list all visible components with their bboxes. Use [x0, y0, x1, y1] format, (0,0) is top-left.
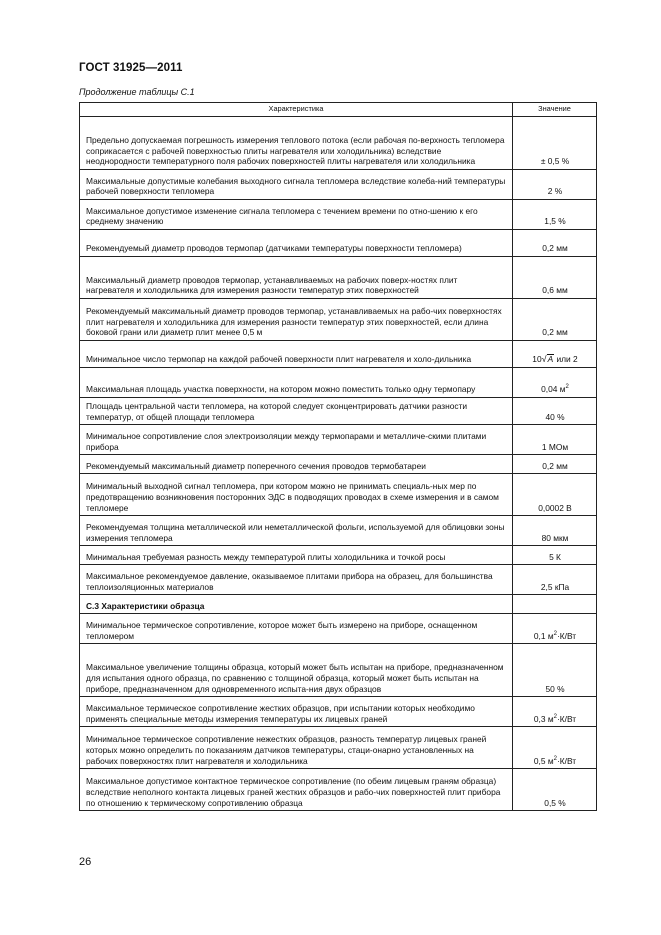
table-row [80, 200, 597, 230]
value-unit: или 2 [554, 354, 578, 365]
value-number: 0,3 м [533, 713, 554, 724]
table-row [80, 546, 597, 565]
value-exponent: 2 [553, 713, 557, 720]
characteristics-table [79, 102, 597, 811]
characteristic-cell: Минимальное сопротивление слоя электроизоляции между термопарами и металличе-скими плитами прибора [80, 425, 513, 455]
table-row [80, 727, 597, 769]
value-cell: 0,2 мм [513, 455, 597, 474]
characteristic-cell: Максимальная площадь участка поверхности, на котором можно поместить только одну термопару [80, 368, 513, 398]
value-cell: 80 мкм [513, 516, 597, 546]
value-number: 10 [532, 354, 542, 365]
value-cell: 1 МОм [513, 425, 597, 455]
characteristic-cell: Максимальное увеличение толщины образца, который может быть испытан на приборе, предназначенном для испытания одного образца, по сравнению с толщиной образца, который может быть испытан на приборе, предназначенном для одновременного испыта-ния двух образцов [80, 644, 513, 697]
value-cell [513, 697, 597, 727]
section-row [80, 595, 597, 614]
value-cell: 1,5 % [513, 200, 597, 230]
characteristic-cell: Максимальные допустимые колебания выходного сигнала тепломера вследствие колеба-ний температуры рабочей поверхности тепломера [80, 170, 513, 200]
value-cell: 5 К [513, 546, 597, 565]
characteristic-cell: Минимальное термическое сопротивление нежестких образцов, разность температур лицевых граней которых можно определить по показаниям датчиков температуры, стаци-онарно установленных на рабочих поверхностях плит нагревателя и холодильника [80, 727, 513, 769]
value-unit: ·К/Вт [556, 630, 577, 641]
value-radicand: A [547, 354, 554, 365]
section-title: С.3 Характеристики образца [80, 595, 513, 614]
table-row [80, 474, 597, 516]
characteristic-cell: Максимальный диаметр проводов термопар, устанавливаемых на рабочих поверх-ностях плит нагревателя и холодильника для измерения разности температур этих поверхностей [80, 257, 513, 299]
value-cell: 0,2 мм [513, 230, 597, 257]
header-value: Значение [513, 103, 597, 117]
value-cell [513, 727, 597, 769]
table-row [80, 644, 597, 697]
characteristic-cell: Минимальное число термопар на каждой рабочей поверхности плит нагревателя и холо-дильника [80, 341, 513, 368]
value-exponent: 2 [565, 384, 569, 391]
table-row [80, 170, 597, 200]
table-row [80, 455, 597, 474]
characteristic-cell: Минимальная требуемая разность между температурой плиты холодильника и точкой росы [80, 546, 513, 565]
value-cell: 0,0002 В [513, 474, 597, 516]
table-body [80, 117, 597, 811]
characteristic-cell: Рекомендуемый максимальный диаметр поперечного сечения проводов термобатареи [80, 455, 513, 474]
value-exponent: 2 [553, 755, 557, 762]
table-row [80, 341, 597, 368]
table-row [80, 565, 597, 595]
document-code: ГОСТ 31925—2011 [79, 62, 183, 74]
value-number: 0,04 м [541, 384, 566, 395]
value-cell: ± 0,5 % [513, 117, 597, 170]
value-cell: 40 % [513, 398, 597, 425]
table-row [80, 117, 597, 170]
section-value-cell [513, 595, 597, 614]
table-row [80, 516, 597, 546]
characteristic-cell: Рекомендуемый максимальный диаметр проводов термопар, устанавливаемых на рабо-чих поверхностях плит нагревателя и холодильника для измерения разности температур этих поверхностей, если длина боковой грани или диаметр плит менее 0,5 м [80, 299, 513, 341]
value-unit: ·К/Вт [556, 755, 577, 766]
table-row [80, 697, 597, 727]
table-row [80, 299, 597, 341]
value-cell [513, 341, 597, 368]
characteristic-cell: Минимальный выходной сигнал тепломера, при котором можно не принимать специаль-ных мер по предотвращению возникновения посторонних ЭДС в подводящих проводах в схеме измерения и в самом тепломере [80, 474, 513, 516]
characteristic-cell: Минимальное термическое сопротивление, которое может быть измерено на приборе, оснащенном тепломером [80, 614, 513, 644]
table-row [80, 769, 597, 811]
value-number: 0,5 м [533, 755, 554, 766]
value-cell [513, 368, 597, 398]
page-number: 26 [79, 856, 92, 868]
table-row [80, 614, 597, 644]
value-cell: 0,6 мм [513, 257, 597, 299]
table-row [80, 398, 597, 425]
characteristic-cell: Рекомендуемый диаметр проводов термопар (датчиками температуры поверхности тепломера) [80, 230, 513, 257]
value-unit: ·К/Вт [556, 713, 577, 724]
table-row [80, 257, 597, 299]
value-cell: 0,5 % [513, 769, 597, 811]
characteristic-cell: Максимальное рекомендуемое давление, оказываемое плитами прибора на образец, для большинства теплоизоляционных материалов [80, 565, 513, 595]
characteristic-cell: Максимальное допустимое контактное термическое сопротивление (по обеим лицевым граням образца) вследствие неполного контакта лицевых граней жестких образцов и рабо-чих поверхностей плит прибора по отношению к термическому сопротивлению образца [80, 769, 513, 811]
value-cell: 50 % [513, 644, 597, 697]
value-number: 0,1 м [533, 630, 554, 641]
table-caption: Продолжение таблицы С.1 [79, 87, 195, 97]
value-cell: 2 % [513, 170, 597, 200]
table-header-row [80, 103, 597, 117]
table-row [80, 230, 597, 257]
value-cell: 2,5 кПа [513, 565, 597, 595]
value-cell [513, 614, 597, 644]
table-row [80, 425, 597, 455]
table-row [80, 368, 597, 398]
characteristic-cell: Рекомендуемая толщина металлической или неметаллической фольги, используемой для облицовки зоны измерения тепломера [80, 516, 513, 546]
characteristic-cell: Предельно допускаемая погрешность измерения теплового потока (если рабочая по-верхность тепломера соприкасается с рабочей поверхностью плиты нагревателя или холодильника) вследствие неоднородности температурного поля рабочих поверхностей плиты нагревателя или холодильника [80, 117, 513, 170]
sqrt-icon: √ [541, 354, 547, 365]
value-cell: 0,2 мм [513, 299, 597, 341]
characteristic-cell: Площадь центральной части тепломера, на которой следует сконцентрировать датчики разности температур, от общей площади тепломера [80, 398, 513, 425]
characteristic-cell: Максимальное термическое сопротивление жестких образцов, при испытании которых необходимо применять специальные методы измерения температуры их лицевых граней [80, 697, 513, 727]
value-exponent: 2 [553, 630, 557, 637]
characteristic-cell: Максимальное допустимое изменение сигнала тепломера с течением времени по отно-шению к его среднему значению [80, 200, 513, 230]
header-characteristic: Характеристика [80, 103, 513, 117]
